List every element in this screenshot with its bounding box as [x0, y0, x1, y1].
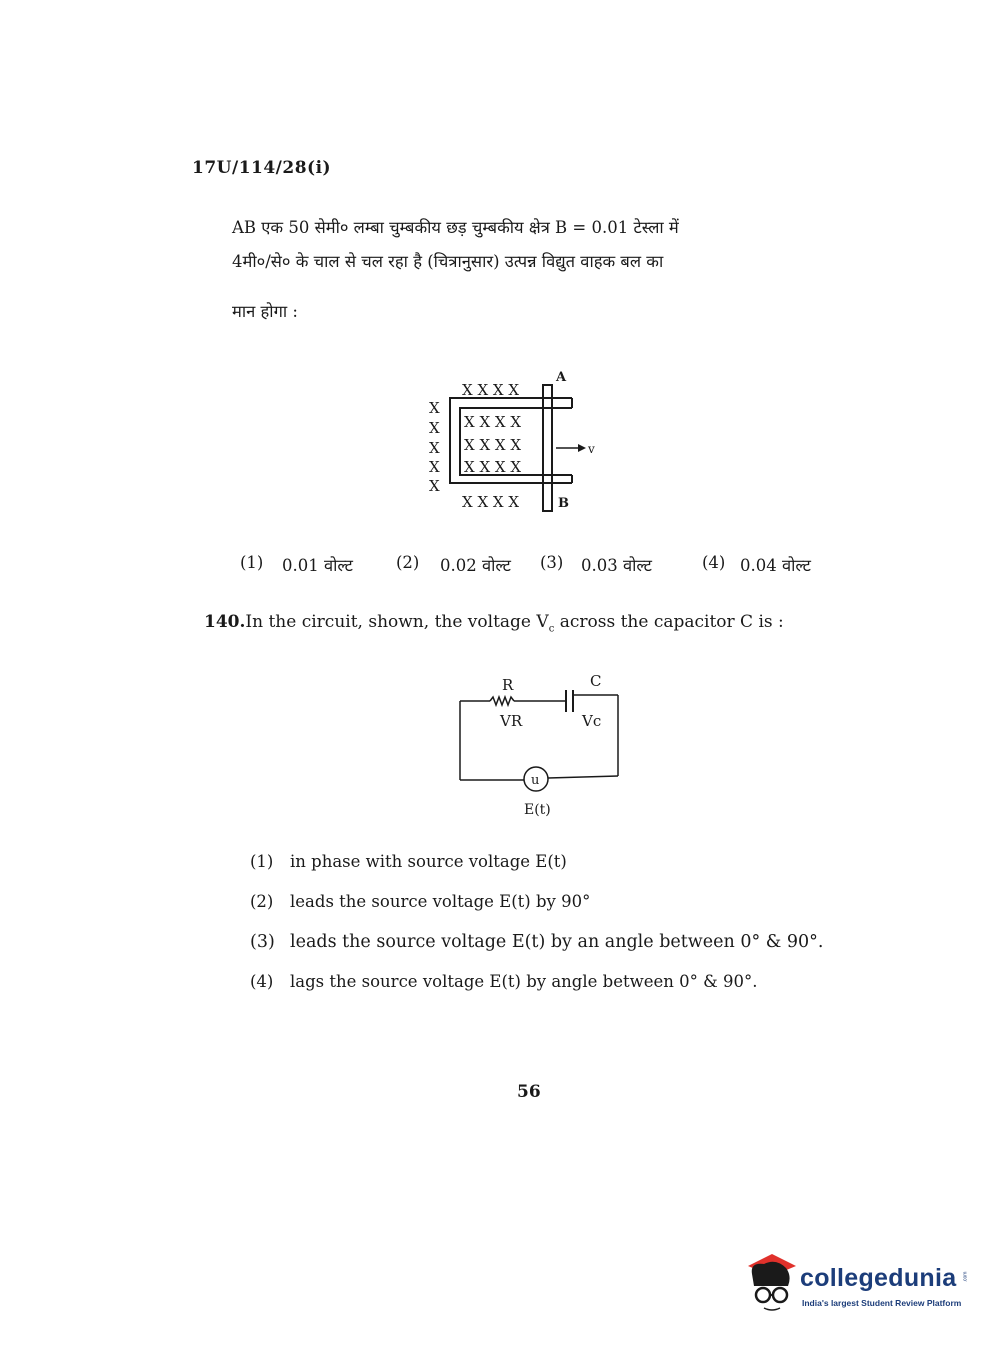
label-b: B: [558, 496, 569, 511]
question-140-text: 140.In the circuit, shown, the voltage $V_c$ across the capacitor C is :: [204, 612, 784, 635]
option-2-number: (2): [396, 553, 420, 572]
option-4-number: (4): [702, 553, 726, 572]
field-col-left-1: X: [429, 399, 440, 417]
brand-tagline: India's largest Student Review Platform: [802, 1298, 962, 1308]
mascot-icon: [742, 1250, 800, 1320]
option-2-text: 0.02 वोल्ट: [440, 556, 511, 575]
option-1-text: 0.01 वोल्ट: [282, 556, 353, 575]
field-col-left-5: X: [429, 477, 440, 495]
q140-option-2: (2) leads the source voltage E(t) by 90°: [250, 892, 591, 911]
field-row-top: X X X X: [462, 381, 520, 399]
resistor: [490, 697, 514, 705]
label-r: R: [502, 676, 514, 694]
label-v: v: [588, 442, 595, 456]
label-c: C: [590, 672, 602, 690]
question-139-line-3: मान होगा :: [232, 302, 298, 321]
field-row-3: X X X X: [464, 458, 522, 476]
label-source: E(t): [524, 802, 551, 818]
label-vc: Vc: [582, 712, 602, 730]
rod-ab: [543, 385, 552, 511]
question-139-line-2: 4मी०/से० के चाल से चल रहा है (चित्रानुसार) उत्पन्न विद्युत वाहक बल का: [232, 252, 664, 271]
option-1-number: (1): [240, 553, 264, 572]
field-col-left-3: X: [429, 439, 440, 457]
q140-option-4: (4) lags the source voltage E(t) by angle between 0° & 90°.: [250, 972, 758, 991]
q140-option-1: (1) in phase with source voltage E(t): [250, 852, 567, 871]
magnetic-rod-figure: [420, 365, 620, 515]
field-row-1: X X X X: [464, 413, 522, 431]
label-a: A: [556, 370, 567, 385]
question-139-options: [0, 553, 1001, 577]
q140-option-3: (3) leads the source voltage E(t) by an angle between 0° & 90°.: [250, 932, 824, 952]
rc-circuit-figure: [450, 668, 630, 828]
field-col-left-2: X: [429, 419, 440, 437]
option-3-text: 0.03 वोल्ट: [581, 556, 652, 575]
page-number: 56: [517, 1082, 541, 1102]
question-139-line-1: AB एक 50 सेमी० लम्बा चुम्बकीय छड़ चुम्बकीय क्षेत्र B = 0.01 टेस्ला में: [232, 218, 679, 237]
question-140-number: 140.: [204, 612, 246, 632]
option-3-number: (3): [540, 553, 564, 572]
field-col-left-4: X: [429, 458, 440, 476]
field-row-bottom: X X X X: [462, 493, 520, 511]
collegedunia-logo: [742, 1250, 972, 1320]
source-symbol: u: [531, 773, 540, 788]
brand-dotcom: .com: [962, 1271, 969, 1283]
label-vr: VR: [500, 712, 523, 730]
field-row-2: X X X X: [464, 436, 522, 454]
brand-name: collegedunia: [800, 1264, 957, 1292]
option-4-text: 0.04 वोल्ट: [740, 556, 811, 575]
paper-code: 17U/114/28(i): [192, 158, 332, 178]
